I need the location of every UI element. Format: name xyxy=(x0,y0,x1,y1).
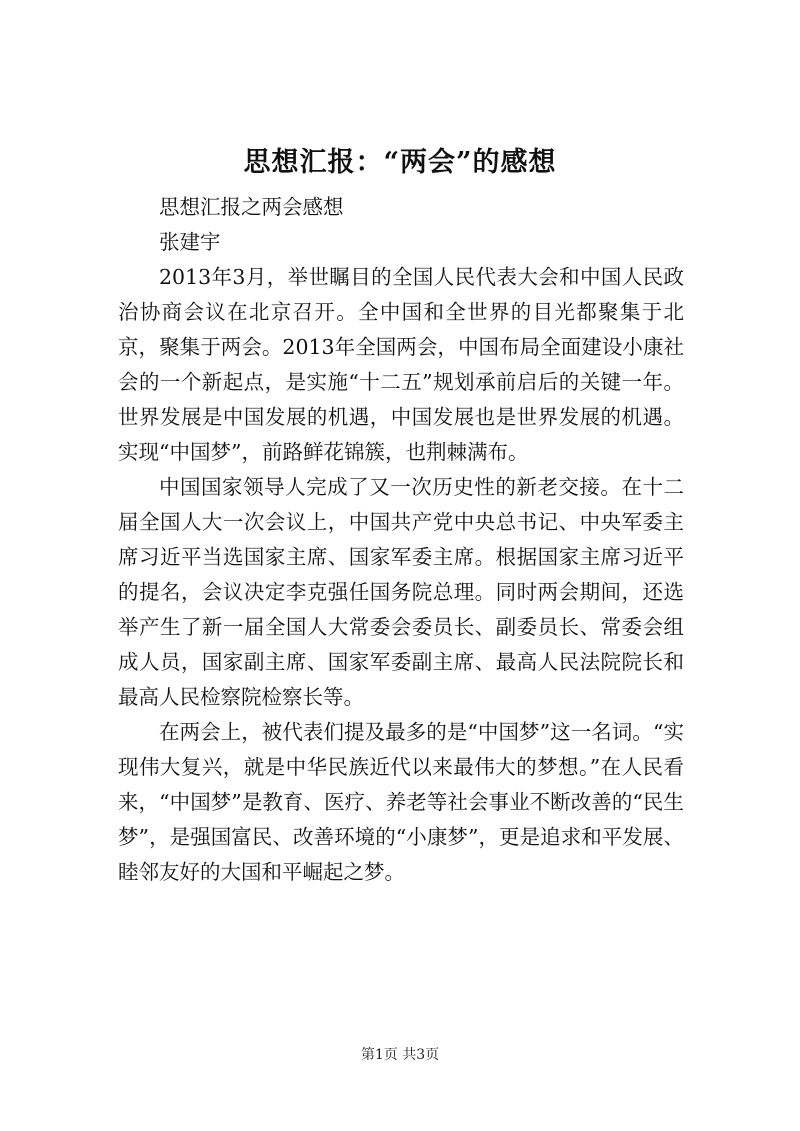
paragraph-3: 在两会上，被代表们提及最多的是“中国梦”这一名词。“实现伟大复兴，就是中华民族近代以来最伟大的梦想。”在人民看来，“中国梦”是教育、医疗、养老等社会事业不断改善的“民生梦”，是强国富民、改善环境的“小康梦”，更是追求和平发展、睦邻友好的大国和平崛起之梦。 xyxy=(118,720,684,884)
page-number-footer: 第1页 共3页 xyxy=(360,1047,440,1063)
paragraph-1: 2013年3月，举世瞩目的全国人民代表大会和中国人民政治协商会议在北京召开。全中国和全世界的目光都聚集于北京，聚集于两会。2013年全国两会，中国布局全面建设小康社会的一个新起点，是实施“十二五”规划承前启后的关键一年。世界发展是中国发展的机遇，中国发展也是世界发展的机遇。实现“中国梦”，前路鲜花锦簇，也荆棘满布。 xyxy=(118,265,684,464)
document-author: 张建宇 xyxy=(159,230,221,254)
document-title: 思想汇报：“两会”的感想 xyxy=(243,147,557,178)
paragraph-2: 中国国家领导人完成了又一次历史性的新老交接。在十二届全国人大一次会议上，中国共产党中央总书记、中央军委主席习近平当选国家主席、国家军委主席。根据国家主席习近平的提名，会议决定李克强任国务院总理。同时两会期间，还选举产生了新一届全国人大常委会委员长、副委员长、常委会组成人员，国家副主席、国家军委副主席、最高人民法院院长和最高人民检察院检察长等。 xyxy=(118,475,684,709)
document-body xyxy=(118,190,684,890)
document-subtitle: 思想汇报之两会感想 xyxy=(159,195,344,219)
